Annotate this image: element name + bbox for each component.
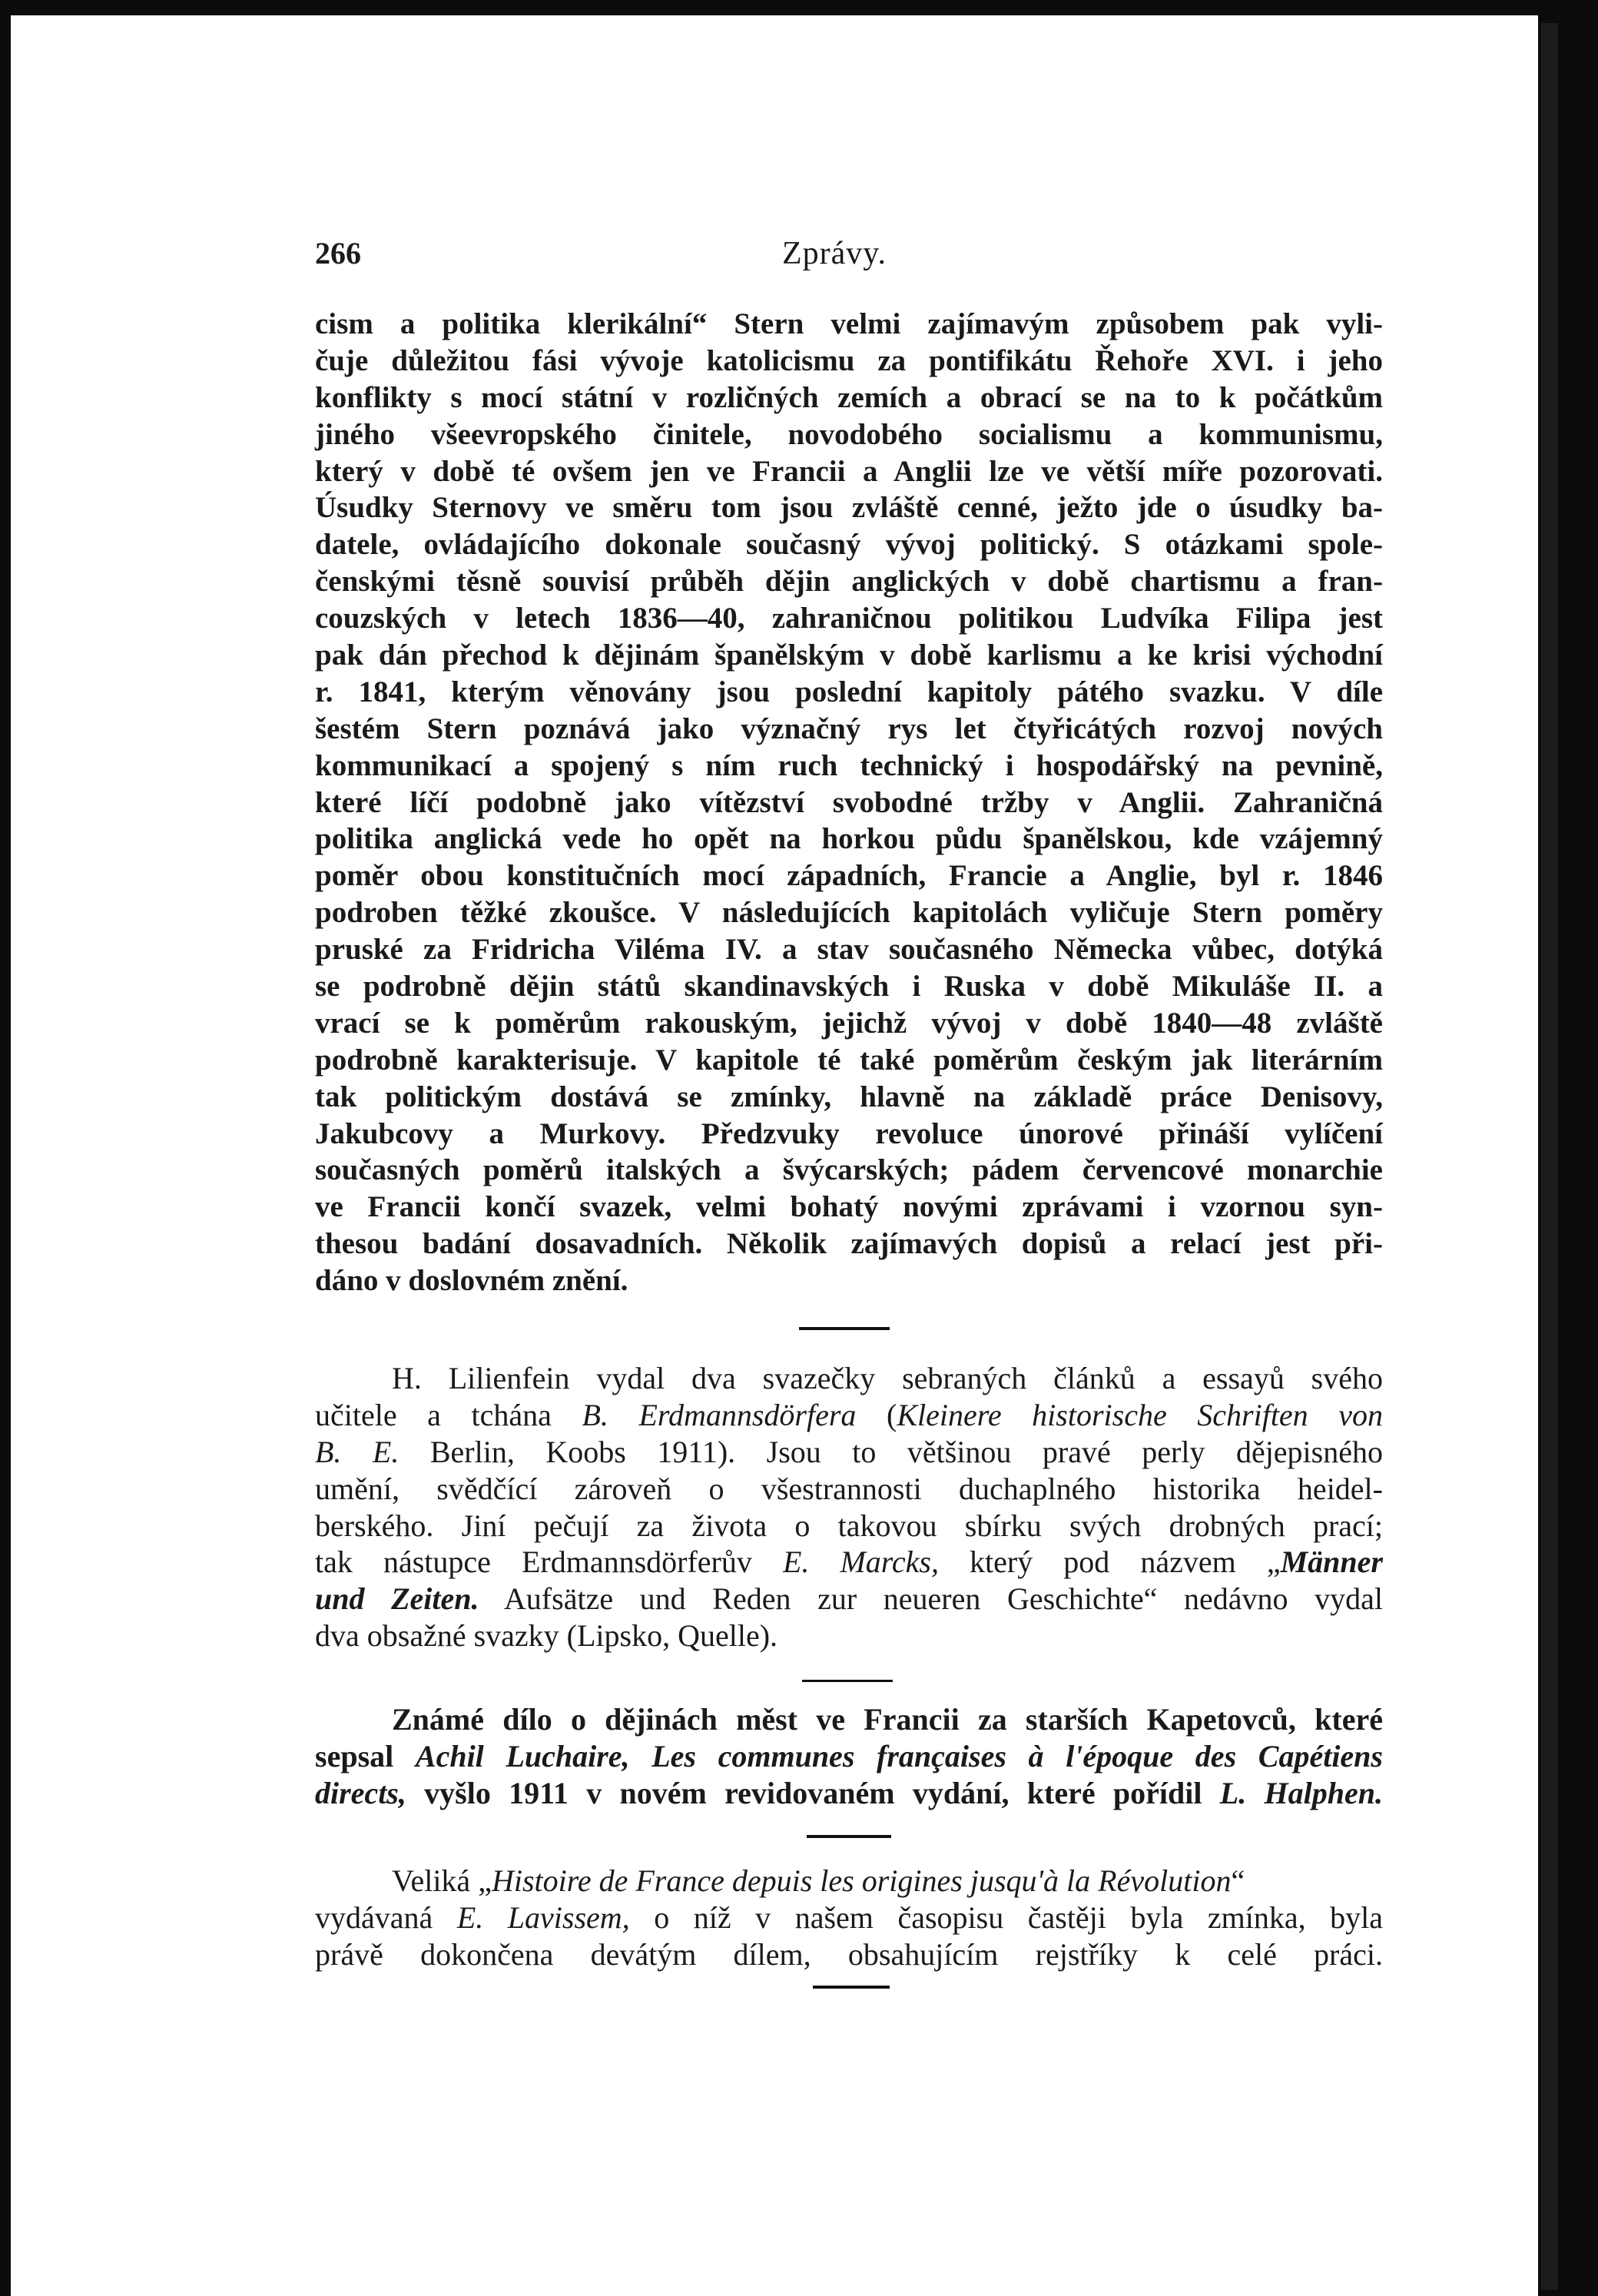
text-line: politika anglická vede ho opět na horkou půdu španělskou, kde vzájemný xyxy=(315,822,1383,856)
text-line: šestém Stern poznává jako význačný rys let čtyřicátých rozvoj nových xyxy=(315,712,1383,745)
text-line: thesou badání dosavadních. Několik zajímavých dopisů a relací jest při- xyxy=(315,1227,1383,1261)
section-divider xyxy=(802,1680,893,1682)
text-line: který v době té ovšem jen ve Francii a Anglii lze ve větší míře pozorovati. xyxy=(315,454,1383,488)
scan-border-left xyxy=(0,0,11,2296)
text-line: čenskými těsně souvisí průběh dějin anglických v době chartismu a fran- xyxy=(315,565,1383,599)
page-number: 266 xyxy=(315,236,361,270)
section-divider xyxy=(807,1835,891,1838)
page-header xyxy=(315,231,1372,277)
text-line: und Zeiten. Aufsätze und Reden zur neueren Geschichte“ nedávno vydal xyxy=(315,1581,1383,1617)
text-line: kommunikací a spojený s ním ruch technický i hospodářský na pevnině, xyxy=(315,748,1383,782)
paragraph-luchaire xyxy=(315,1701,1383,1812)
text-line: dáno v doslovném znění. xyxy=(315,1264,628,1298)
paragraph-lilienfein xyxy=(315,1360,1383,1654)
text-line: dva obsažné svazky (Lipsko, Quelle). xyxy=(315,1618,778,1654)
text-line: umění, svědčící zároveň o všestrannosti duchaplného historika heidel- xyxy=(315,1471,1383,1506)
text-line: čuje důležitou fási vývoje katolicismu za pontifikátu Řehoře XVI. i jeho xyxy=(315,343,1383,377)
text-line: ve Francii končí svazek, velmi bohatý novými zprávami i vzornou syn- xyxy=(315,1190,1383,1224)
text-line: současných poměrů italských a švýcarských; pádem červencové monarchie xyxy=(315,1153,1383,1187)
text-line: cism a politika klerikální“ Stern velmi zajímavým způsobem pak vyli- xyxy=(315,307,1383,340)
text-line: konflikty s mocí státní v rozličných zemích a obrací se na to k počátkům xyxy=(315,380,1383,414)
text-line: couzských v letech 1836—40, zahraničnou politikou Ludvíka Filipa jest xyxy=(315,602,1383,635)
text-line: r. 1841, kterým věnovány jsou poslední kapitoly pátého svazku. V díle xyxy=(315,675,1383,708)
section-divider xyxy=(799,1327,890,1330)
paragraph-lavisse xyxy=(315,1863,1383,1973)
text-line: jiného všeevropského činitele, novodobého socialismu a kommunismu, xyxy=(315,417,1383,451)
text-line: datele, ovládajícího dokonale současný vývoj politický. S otázkami spole- xyxy=(315,528,1383,562)
text-line: učitele a tchána B. Erdmannsdörfera (Kleinere historische Schriften von xyxy=(315,1397,1384,1432)
text-line: pruské za Fridricha Viléma IV. a stav současného Německa vůbec, dotýká xyxy=(315,933,1383,967)
paragraph-stern-review xyxy=(315,306,1383,1299)
text-line: B. E. Berlin, Koobs 1911). Jsou to většinou pravé perly dějepisného xyxy=(315,1434,1383,1469)
text-line: directs, vyšlo 1911 v novém revidovaném vydání, které pořídil L. Halphen. xyxy=(315,1775,1383,1810)
text-line: tak politickým dostává se zmínky, hlavně na základě práce Denisovy, xyxy=(315,1080,1383,1113)
text-line: vrací se k poměrům rakouským, jejichž vývoj v době 1840—48 zvláště xyxy=(315,1006,1383,1040)
text-line: podroben těžké zkoušce. V následujících kapitolách vyličuje Stern poměry xyxy=(315,896,1383,930)
scan-border-top xyxy=(0,0,1598,15)
text-line: Jakubcovy a Murkovy. Předzvuky revoluce únorové přináší vylíčení xyxy=(315,1116,1383,1150)
text-line: Známé dílo o dějinách měst ve Francii za starších Kapetovců, které xyxy=(392,1702,1383,1737)
text-line: berského. Jiní pečují za života o takovou sbírku svých drobných prací; xyxy=(315,1508,1383,1543)
text-line: které líčí podobně jako vítězství svobodné tržby v Anglii. Zahraničná xyxy=(315,785,1383,819)
text-line: pak dán přechod k dějinám španělským v době karlismu a ke krisi východní xyxy=(315,639,1383,672)
text-line: poměr obou konstitučních mocí západních, Francie a Anglie, byl r. 1846 xyxy=(315,859,1383,893)
text-line: Úsudky Sternovy ve směru tom jsou zvláště cenné, ježto jde o úsudky ba- xyxy=(315,491,1383,525)
text-line: Veliká „Histoire de France depuis les origines jusqu'à la Révolution“ xyxy=(392,1863,1245,1898)
text-line: právě dokončena devátým dílem, obsahujícím rejstříky k celé práci. xyxy=(315,1936,1383,1972)
text-line: H. Lilienfein vydal dva svazečky sebraných článků a essayů svého xyxy=(392,1361,1383,1395)
text-line: se podrobně dějin států skandinavských i Ruska v době Mikuláše II. a xyxy=(315,970,1383,1004)
section-divider xyxy=(813,1986,890,1989)
running-head: Zprávy. xyxy=(782,236,887,271)
scan-border-right-inner xyxy=(1541,23,1558,2290)
text-line: tak nástupce Erdmannsdörferův E. Marcks, který pod názvem „Männer xyxy=(315,1544,1383,1580)
text-line: podrobně karakterisuje. V kapitole té také poměrům českým jak literárním xyxy=(315,1043,1383,1077)
text-line: sepsal Achil Luchaire, Les communes françaises à l'époque des Capétiens xyxy=(315,1738,1383,1773)
text-line: vydávaná E. Lavissem, o níž v našem časopisu častěji byla zmínka, byla xyxy=(315,1900,1384,1935)
